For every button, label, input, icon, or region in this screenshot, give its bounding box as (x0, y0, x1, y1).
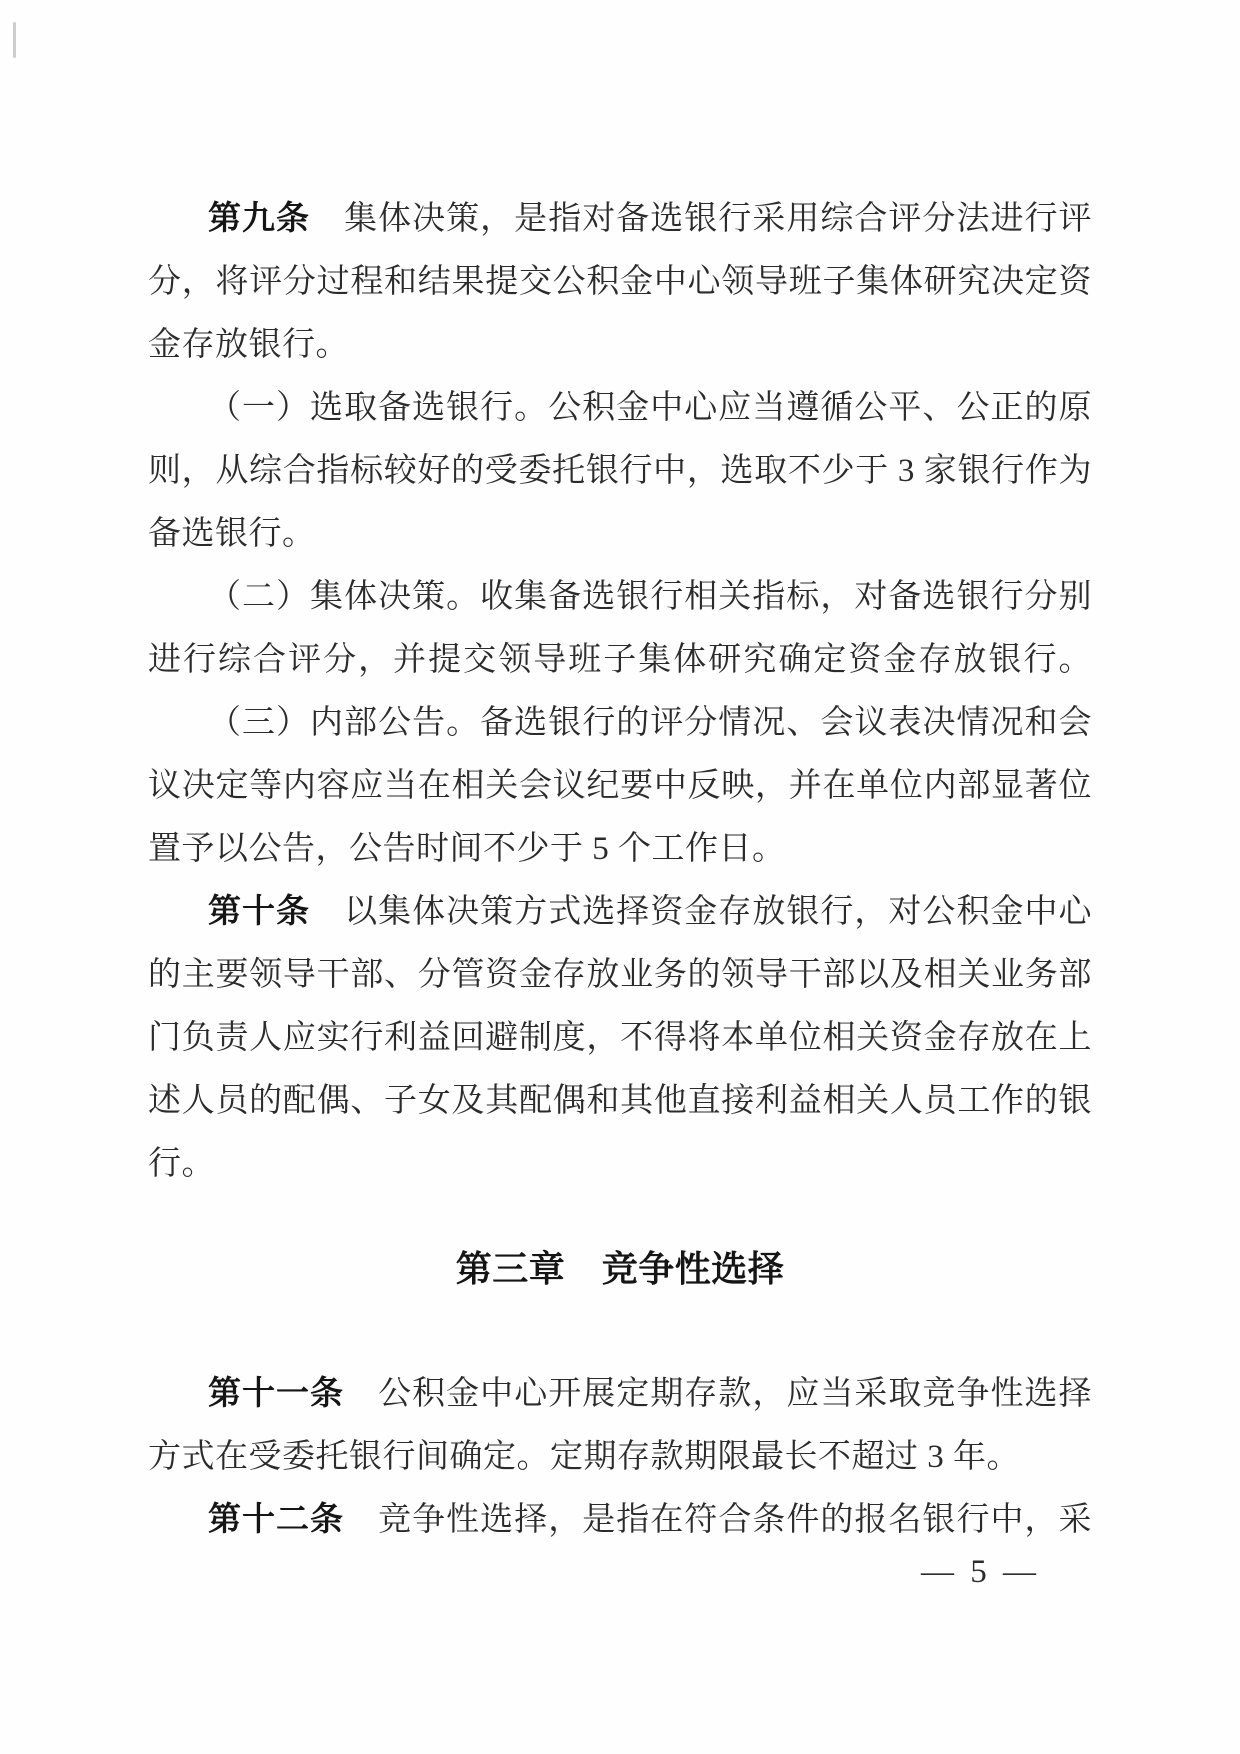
document-line (148, 1133, 1092, 1196)
line-text: 分，将评分过程和结果提交公积金中心领导班子集体研究决定资 (148, 264, 1092, 300)
article-number: 第十条 (208, 894, 311, 930)
document-line (148, 377, 1092, 440)
article-number: 第三章 竞争性选择 (455, 1249, 785, 1289)
line-text: 则，从综合指标较好的受委托银行中，选取不少于 3 家银行作为 (148, 453, 1092, 489)
line-text: 金存放银行。 (148, 327, 349, 363)
line-text: 门负责人应实行利益回避制度，不得将本单位相关资金存放在上 (148, 1020, 1092, 1056)
document-line (148, 755, 1092, 818)
line-text: 以集体决策方式选择资金存放银行，对公积金中心 (310, 894, 1093, 930)
line-text: （三）内部公告。备选银行的评分情况、会议表决情况和会 (208, 705, 1092, 741)
document-line (148, 692, 1092, 755)
line-text: 置予以公告，公告时间不少于 5 个工作日。 (148, 831, 786, 867)
document-line (148, 566, 1092, 629)
document-line (148, 1426, 1092, 1489)
line-text: 的主要领导干部、分管资金存放业务的领导干部以及相关业务部 (148, 957, 1092, 993)
document-line (148, 188, 1092, 251)
scan-artifact-mark (13, 22, 16, 58)
page-number: — 5 — (921, 1554, 1040, 1590)
line-text: 集体决策，是指对备选银行采用综合评分法进行评 (310, 201, 1093, 237)
document-line (148, 629, 1092, 692)
document-line (148, 251, 1092, 314)
line-text: 进行综合评分，并提交领导班子集体研究确定资金存放银行。 (148, 642, 1092, 678)
article-number: 第十二条 (208, 1502, 345, 1538)
chapter-heading (148, 1238, 1092, 1301)
document-line (148, 1007, 1092, 1070)
document-line (148, 1363, 1092, 1426)
line-text: 备选银行。 (148, 516, 316, 552)
line-text: 述人员的配偶、子女及其配偶和其他直接利益相关人员工作的银 (148, 1083, 1092, 1119)
document-line (148, 503, 1092, 566)
document-line (148, 1070, 1092, 1133)
line-text: 议决定等内容应当在相关会议纪要中反映，并在单位内部显著位 (148, 768, 1092, 804)
article-number: 第十一条 (208, 1376, 345, 1412)
document-line (148, 1489, 1092, 1552)
line-text: （一）选取备选银行。公积金中心应当遵循公平、公正的原 (208, 390, 1092, 426)
document-line (148, 440, 1092, 503)
line-text: 竞争性选择，是指在符合条件的报名银行中，采 (344, 1502, 1093, 1538)
document-line (148, 881, 1092, 944)
article-number: 第九条 (208, 201, 311, 237)
document-line (148, 818, 1092, 881)
line-text: 公积金中心开展定期存款，应当采取竞争性选择 (344, 1376, 1093, 1412)
document-line (148, 314, 1092, 377)
line-text: 行。 (148, 1146, 215, 1182)
document-body (148, 188, 1092, 1552)
line-text: 方式在受委托银行间确定。定期存款期限最长不超过 3 年。 (148, 1439, 1020, 1475)
line-text: （二）集体决策。收集备选银行相关指标，对备选银行分别 (208, 579, 1092, 615)
document-line (148, 944, 1092, 1007)
